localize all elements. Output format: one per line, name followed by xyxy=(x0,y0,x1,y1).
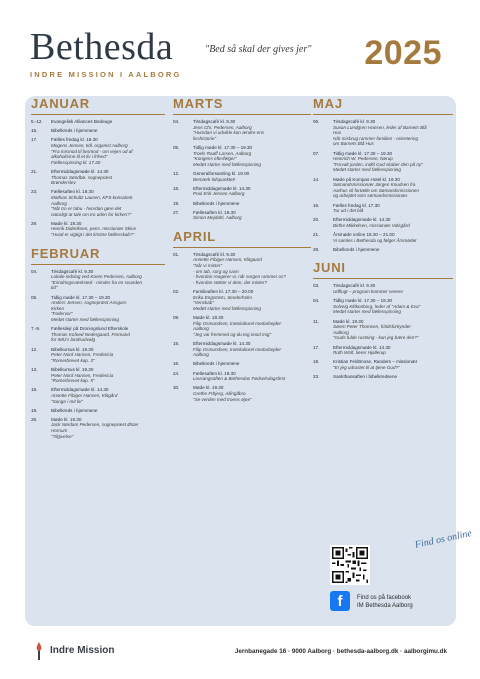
event-date: 24. xyxy=(173,370,180,376)
event-date: 18. xyxy=(173,185,180,191)
event-text xyxy=(333,151,453,173)
event-item xyxy=(313,319,453,341)
event-title: Møde kl. 19.30 xyxy=(193,385,224,391)
event-text xyxy=(51,417,165,439)
event-text xyxy=(193,252,311,286)
event-date: 26. xyxy=(31,416,38,422)
event-text xyxy=(193,210,311,221)
month-februar xyxy=(31,246,165,440)
event-title: Bibelkreds i hjemmene xyxy=(51,128,98,134)
event-item xyxy=(173,201,311,207)
event-detail: Filip Osmundsen, træskulturel medarbejder xyxy=(193,320,282,326)
event-item xyxy=(173,315,311,337)
event-detail: "Hvordan vi udvikle kan ændre ens xyxy=(193,130,265,136)
event-detail: "Forvalt jorden, indtil Gud skaber den på ny" xyxy=(333,161,423,167)
event-detail: "Sange i mit liv" xyxy=(51,398,83,404)
month-heading: JANUAR xyxy=(31,96,165,115)
event-title: Tidlig møde kl. 17.30 – 19.30 xyxy=(333,150,393,156)
month-heading: MAJ xyxy=(313,96,453,115)
facebook-line-1: Find os på facebook xyxy=(357,595,412,601)
event-detail: Bemærk tidspunktet! xyxy=(193,176,236,182)
qr-code-icon[interactable] xyxy=(330,545,370,585)
event-detail: Mogens Jensen, tidl. organist Aalborg xyxy=(51,142,128,148)
facebook-info[interactable] xyxy=(357,594,413,610)
event-detail: Søren Peter Thomsen, fritidsforkynder xyxy=(333,324,411,330)
event-item xyxy=(31,189,165,217)
month-heading: APRIL xyxy=(173,229,311,248)
slogan: "Bed så skal der gives jer" xyxy=(205,44,312,55)
event-item xyxy=(313,283,453,294)
month-maj xyxy=(313,96,453,252)
event-title: Eftermiddagsmøde kl. 14.30 xyxy=(51,168,109,174)
event-item xyxy=(173,119,311,141)
event-title: Tirsdagscafé kl. 9.30 xyxy=(333,119,376,124)
event-item xyxy=(313,217,453,228)
event-title: Møde kl. 19.30 xyxy=(51,416,82,422)
event-item xyxy=(313,247,453,253)
event-detail: "Tilgivelse" xyxy=(51,433,74,439)
event-item xyxy=(31,119,165,125)
event-detail: og arbejdet som sømandsmissionær. xyxy=(333,193,409,199)
year-title: 2025 xyxy=(364,34,442,72)
event-detail: Jens Chr. Pedersen, Aalborg xyxy=(193,124,252,130)
event-item xyxy=(31,128,165,134)
event-text xyxy=(193,201,311,207)
event-title: Møde kl. 19.30 xyxy=(193,315,224,320)
event-detail: Lokale indslag ved Karen Pedersen, Aalborg xyxy=(51,274,142,280)
event-item xyxy=(31,269,165,291)
event-text xyxy=(51,387,165,404)
event-detail: Heinrich W. Pedersen, Nørup xyxy=(333,156,393,162)
event-date: 01. xyxy=(173,251,180,257)
event-title: Fællesilejr på Droningslund Efterskole xyxy=(51,326,129,332)
event-item xyxy=(173,361,311,367)
event-date: 02. xyxy=(173,289,180,295)
event-item xyxy=(173,210,311,221)
event-date: 13. xyxy=(31,366,38,372)
event-detail: Medøt starter med fællesspisning xyxy=(193,305,261,311)
event-text xyxy=(333,319,453,341)
event-detail: for IMU's landsudvalg xyxy=(51,337,96,343)
event-text xyxy=(193,385,311,402)
event-title: Familieaften kl. 17.30 – 20.00 xyxy=(193,289,254,295)
event-text xyxy=(333,374,453,380)
event-title: Fælles fredag kl. 18.30 xyxy=(51,137,98,143)
event-text xyxy=(193,371,311,382)
event-detail: Thomas Kofoed Nedergaard, Fermand xyxy=(51,331,130,337)
event-title: Evangelisk Alliances Bedeuge xyxy=(51,119,113,124)
event-date: 19. xyxy=(31,407,38,413)
event-item xyxy=(313,298,453,315)
event-text xyxy=(51,119,165,125)
event-title: Tidlig møde kl. 17.30 – 19.30 xyxy=(333,298,393,304)
event-detail: "Erindringsværksted - minder fra en svunden xyxy=(51,279,142,285)
event-title: Eftermiddagsmøde kl. 14.30 xyxy=(333,344,391,350)
event-text xyxy=(193,145,311,167)
event-text xyxy=(193,119,311,141)
event-detail: Thomas Søndbø, sognepræst xyxy=(51,174,113,180)
event-item xyxy=(31,408,165,414)
event-title: Sankthansaften i bibelkredsene xyxy=(333,374,398,380)
event-text xyxy=(193,289,311,311)
event-detail: Troels Raaff Larsen, Aalborg xyxy=(193,150,252,156)
event-detail: "Når vi mister" xyxy=(193,263,223,269)
logo-wordmark: Bethesda xyxy=(30,26,174,68)
event-detail: Ruth Wolf, lærer Hjallerup xyxy=(333,350,386,356)
event-date: 03. xyxy=(313,283,320,289)
event-item xyxy=(313,203,453,214)
event-detail: Aalborg xyxy=(193,352,209,358)
event-detail: "Når tro er tabu - hvordan gøre det xyxy=(51,206,122,212)
event-title: Bibelkreds i hjemmene xyxy=(193,200,240,206)
event-date: 21. xyxy=(313,232,320,238)
event-detail: Susan Lundgren Hansen, leder af Barnets Blå xyxy=(333,124,427,130)
event-detail: Peter Nord Hansen, Fredericia xyxy=(51,372,114,378)
event-item xyxy=(31,347,165,364)
month-heading: JUNI xyxy=(313,260,453,279)
event-date: 18. xyxy=(313,359,320,365)
event-detail: Lovsangsaften & Bethesdas Fødselsdagsfest xyxy=(193,376,286,382)
event-item xyxy=(31,417,165,439)
column-3 xyxy=(313,96,453,388)
address-line: Jernbanegade 16 · 9000 Aalborg · bethesda-aalborg.dk · aalborgimu.dk xyxy=(234,648,447,655)
event-detail: Annette Fibiger Hansen, Klitgård xyxy=(51,392,118,398)
event-detail: Poul Erik Jensen Aalborg xyxy=(193,191,245,197)
event-detail: Solveig Klitkonborg, leder af "Adam & Eva" xyxy=(333,303,421,309)
event-detail: Medøt starter med fællesspisning xyxy=(51,317,119,322)
event-text xyxy=(51,326,165,343)
event-text xyxy=(51,295,165,323)
event-date: 04. xyxy=(173,119,180,124)
event-detail: Hornum xyxy=(51,428,68,434)
event-date: 23. xyxy=(313,374,320,380)
event-detail: Simon Mejdahl, Aalborg xyxy=(193,215,242,221)
event-title: Møde på Kompas Hotel kl. 19.30 xyxy=(333,176,400,182)
event-text xyxy=(333,177,453,199)
event-text xyxy=(193,341,311,358)
event-date: 06. xyxy=(313,119,320,124)
month-marts xyxy=(173,96,311,221)
event-detail: Mathias Schultz Lausen, KFS-konsulent xyxy=(51,194,133,200)
event-date: 05. xyxy=(31,294,38,300)
event-item xyxy=(173,186,311,197)
event-text xyxy=(193,186,311,197)
event-date: 16. xyxy=(173,361,180,367)
event-text xyxy=(333,203,453,214)
event-title: Tirsdagscafé kl. 9.30 xyxy=(333,283,376,289)
event-date: 05. xyxy=(173,144,180,150)
event-text xyxy=(51,408,165,414)
event-detail: Medøt starter med fællesspisning xyxy=(193,161,261,167)
event-detail: Sømandsmissionær Jørgen Knudsen fra xyxy=(333,182,416,188)
event-detail: Aalborg xyxy=(193,326,209,332)
event-title: Eftermiddagsmøde kl. 14.30 xyxy=(193,340,251,346)
event-title: Fællesaften kl. 19.30 xyxy=(193,370,236,376)
event-title: Møde kl. 19.30 xyxy=(333,318,364,324)
find-us-online-text: Find os online xyxy=(414,527,473,551)
event-title: Eftermiddagsmøde kl. 14.30 xyxy=(333,217,391,223)
month-heading: FEBRUAR xyxy=(31,246,165,265)
event-item xyxy=(31,326,165,343)
event-detail: "Fra mismod til livsmod - om vejen ud af xyxy=(51,148,133,154)
event-item xyxy=(31,221,165,238)
facebook-line-2: IM Bethesda Aalborg xyxy=(357,603,413,609)
event-title: Tirsdagscafé kl. 9.30 xyxy=(51,268,94,274)
event-text xyxy=(51,269,165,291)
event-item xyxy=(31,137,165,165)
event-detail: Fællesspisning kl. 17.30 xyxy=(51,159,101,165)
event-text xyxy=(51,137,165,165)
event-item xyxy=(313,177,453,199)
event-date: 17. xyxy=(31,137,38,143)
month-januar xyxy=(31,96,165,238)
event-title: Bibelkursus kl. 19.30 xyxy=(51,346,94,352)
column-2 xyxy=(173,96,311,410)
event-date: 09. xyxy=(173,315,180,320)
month-april xyxy=(173,229,311,402)
event-title: Generalforsamling kl. 19.00 xyxy=(193,170,250,176)
event-item xyxy=(173,145,311,167)
event-date: 04. xyxy=(31,268,38,274)
event-date: 15. xyxy=(31,128,38,134)
event-item xyxy=(173,171,311,182)
event-date: 28. xyxy=(313,246,320,252)
logo-subtitle: INDRE MISSION I AALBORG xyxy=(30,70,182,79)
event-detail: Jack Nørdam Pedersen, sognepræst Øster xyxy=(51,422,139,428)
event-detail: "Kongens efterfølger" xyxy=(193,156,237,162)
event-text xyxy=(333,247,453,253)
month-heading: MARTS xyxy=(173,96,311,115)
event-detail: Grethe Frbjerg, Allingåbro xyxy=(193,390,246,396)
event-detail: - hvordan støtter vi dem, der mister? xyxy=(193,279,268,285)
event-detail: "Fadervor" xyxy=(51,311,73,317)
calendar-panel xyxy=(25,96,456,626)
event-title: Møde kl. 19.30 xyxy=(51,220,82,226)
event-text xyxy=(333,119,453,147)
event-detail: "Er jeg udrustet til at tjene Gud?" xyxy=(333,364,400,370)
event-title: Fællesaften kl. 19.30 xyxy=(51,189,94,195)
event-date: 20. xyxy=(313,217,320,223)
event-title: Kristian Feldtmose, Randers – missionær xyxy=(333,359,418,365)
event-detail: "Romerbrevet kap. 3" xyxy=(51,357,95,363)
event-detail: Vi samles i Bethesda og følger Årsmødet xyxy=(333,237,417,243)
event-item xyxy=(31,295,165,323)
event-item xyxy=(313,232,453,243)
event-date: 16. xyxy=(313,202,320,208)
event-item xyxy=(31,367,165,384)
event-title: Bibelkreds i hjemmene xyxy=(51,407,98,413)
event-detail: Birthe Mikkelsen, missionær Valsgård xyxy=(333,222,410,228)
event-detail: om Barnets Blå Hus xyxy=(333,141,374,147)
event-date: 04. xyxy=(313,298,320,304)
event-detail: "Se verden med troens øjne" xyxy=(193,396,252,402)
event-title: Bibelkursus kl. 19.30 xyxy=(51,366,94,372)
event-detail: Aalborg xyxy=(51,200,67,206)
event-date: 7.-9. xyxy=(31,326,41,332)
event-detail: Medøt starter med fællesspisning xyxy=(333,309,401,315)
event-item xyxy=(173,371,311,382)
event-detail: Hus xyxy=(333,130,342,136)
event-detail: tid" xyxy=(51,285,58,291)
indre-mission-name: Indre Mission xyxy=(50,645,115,656)
event-detail: Brønderslev xyxy=(51,180,76,186)
event-date: 29. xyxy=(31,220,38,226)
event-text xyxy=(333,283,453,294)
event-detail: Kirken xyxy=(51,305,65,311)
event-detail: Tur ud i det blå xyxy=(333,208,364,214)
event-item xyxy=(313,374,453,380)
event-detail: "Romerbrevet kap. 5" xyxy=(51,378,95,384)
event-date: 17. xyxy=(313,344,320,350)
event-detail: - hvordan reagerer vi, når sorgen rammer os? xyxy=(193,274,286,280)
event-detail: "Venskab" xyxy=(193,300,214,306)
event-item xyxy=(173,341,311,358)
event-title: Eftermiddagsmøde kl. 14.30 xyxy=(51,387,109,393)
event-title: Tidlig møde kl. 17.30 – 19.30 xyxy=(51,294,111,300)
event-item xyxy=(313,345,453,356)
event-date: 27. xyxy=(173,209,180,215)
event-detail: naturligt at tale om tro uden for kirken?" xyxy=(51,211,132,217)
event-text xyxy=(51,169,165,186)
event-text xyxy=(333,217,453,228)
event-detail: Annette Fibiger Hansen, Klitgaard xyxy=(193,257,262,263)
event-detail: Erika Engstrøm, Senderholm xyxy=(193,294,252,300)
event-date: 07. xyxy=(313,150,320,156)
event-title: Tirsdagscafé kl. 9.30 xyxy=(193,119,236,124)
footer xyxy=(0,636,480,679)
event-title: Fælles fredag kl. 17.30 xyxy=(333,202,380,208)
column-1 xyxy=(31,96,165,447)
event-text xyxy=(193,315,311,337)
event-detail: livshistorie" xyxy=(193,135,217,141)
event-text xyxy=(193,361,311,367)
event-detail: Aarhus vil fortælle om Sømandsmissionen xyxy=(333,187,420,193)
event-date: 19. xyxy=(173,200,180,206)
header xyxy=(0,0,480,96)
event-item xyxy=(173,385,311,402)
event-text xyxy=(193,171,311,182)
event-text xyxy=(333,232,453,243)
event-date: 11. xyxy=(313,318,320,324)
event-detail: - om tab, sorg og savn xyxy=(193,268,239,274)
month-juni xyxy=(313,260,453,379)
event-text xyxy=(51,128,165,134)
event-detail: Når misbrug rammer familien - orientering xyxy=(333,135,419,141)
event-detail: Anders Jensen, sognepræst Ansgars xyxy=(51,300,127,306)
facebook-icon[interactable]: f xyxy=(330,591,350,611)
event-detail: Peter Nord Hansen, Fredericia xyxy=(51,352,114,358)
event-title: Bibelkreds i hjemmene xyxy=(333,246,380,252)
event-date: 15. xyxy=(173,340,180,346)
event-item xyxy=(31,387,165,404)
event-date: 14. xyxy=(313,176,320,182)
event-detail: Henrik Dideriksen, pens. missionær Skive xyxy=(51,226,137,232)
event-detail: "Jeg var fremmed og du tog imod mig" xyxy=(193,331,272,337)
event-title: Fællesaften kl. 19.30 xyxy=(193,209,236,215)
event-text xyxy=(333,298,453,315)
event-item xyxy=(173,252,311,286)
event-date: 21. xyxy=(31,168,38,174)
event-title: Bibelkreds i hjemmene xyxy=(193,361,240,367)
event-text xyxy=(51,189,165,217)
event-detail: Medøt starter med fællesspisning xyxy=(333,167,401,173)
event-title: Tirsdagscafé kl. 9.30 xyxy=(193,251,236,257)
event-title: Eftermiddagsmøde kl. 14.30 xyxy=(193,185,251,191)
event-date: 23. xyxy=(31,189,38,195)
event-title: Tidlig møde kl. 17.30 – 19.30 xyxy=(193,144,253,150)
event-item xyxy=(313,119,453,147)
event-item xyxy=(313,151,453,173)
bethesda-logo xyxy=(30,28,182,79)
event-item xyxy=(173,289,311,311)
event-item xyxy=(31,169,165,186)
event-date: 12. xyxy=(173,170,180,176)
event-detail: "Hvad er vigtigt i det kristne fællesskab?" xyxy=(51,232,135,238)
event-text xyxy=(333,359,453,370)
event-text xyxy=(51,221,165,238)
event-text xyxy=(333,345,453,356)
event-text xyxy=(51,347,165,364)
event-date: 5.-12. xyxy=(31,119,43,124)
event-detail: Udflugt – program kommer senere xyxy=(333,289,403,295)
event-date: 18. xyxy=(31,387,38,393)
event-title: Årsmøde online 18.30 – 21.00 xyxy=(333,232,395,238)
event-detail: alkoholisme til et liv i frihed" xyxy=(51,154,108,160)
event-detail: "Guds fulde rustning - kan jeg bære den?" xyxy=(333,335,419,341)
event-text xyxy=(51,367,165,384)
event-date: 30. xyxy=(173,385,180,391)
event-detail: Filip Osmundsen, træskulturel medarbejder xyxy=(193,346,282,352)
event-item xyxy=(313,359,453,370)
event-date: 12. xyxy=(31,346,38,352)
event-detail: Aalborg xyxy=(333,329,349,335)
indre-mission-logo-icon xyxy=(33,642,45,660)
